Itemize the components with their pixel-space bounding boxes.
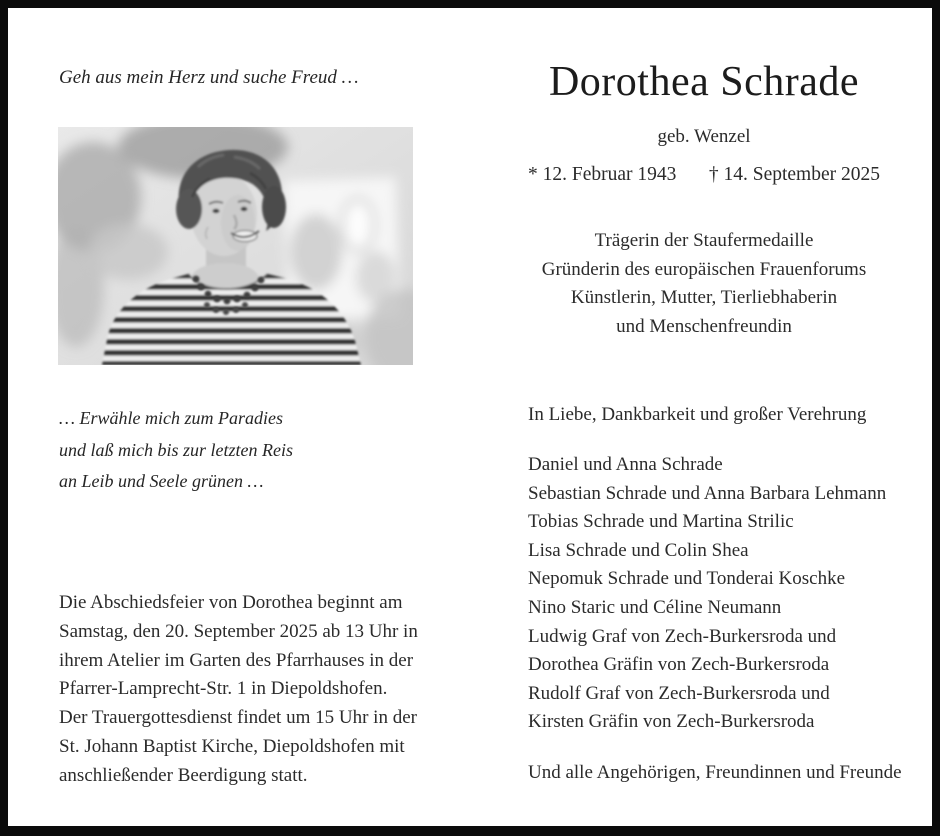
attribute-line: und Menschenfreundin (616, 315, 792, 337)
portrait-photo (58, 127, 413, 365)
mourner-row: Tobias Schrade und Martina Strilic (528, 511, 794, 533)
death-date: † 14. September 2025 (708, 164, 880, 185)
birth-date: * 12. Februar 1943 (528, 164, 677, 185)
funeral-line: Pfarrer-Lamprecht-Str. 1 in Diepoldshofen. (59, 678, 388, 700)
maiden-name: geb. Wenzel (657, 126, 751, 147)
mourner-row: Nepomuk Schrade und Tonderai Koschke (528, 568, 846, 590)
funeral-line: ihrem Atelier im Garten des Pfarrhauses in der (59, 649, 414, 671)
memorial-card (8, 8, 932, 826)
attributes (528, 227, 880, 341)
mourner-row: Rudolf Graf von Zech-Burkersroda und (528, 682, 830, 704)
attribute-line: Trägerin der Staufermedaille (594, 230, 814, 251)
attribute-line: Gründerin des europäischen Frauenforums (541, 258, 867, 280)
poem (59, 403, 293, 498)
poem-line: … Erwähle mich zum Paradies (59, 408, 283, 428)
mourner-row: Kirsten Gräfin von Zech-Burkersroda (528, 711, 815, 733)
funeral-line: St. Johann Baptist Kirche, Diepoldshofen mit (59, 735, 405, 757)
funeral-line: anschließender Beerdigung statt. (59, 764, 308, 786)
deceased-name: Dorothea Schrade (548, 59, 860, 105)
mourner-row: Lisa Schrade und Colin Shea (528, 539, 749, 561)
funeral-line: Der Trauergottesdienst findet um 15 Uhr in der (59, 707, 417, 729)
funeral-info (59, 589, 418, 791)
mourner-row: Daniel und Anna Schrade (528, 454, 723, 475)
dedication: In Liebe, Dankbarkeit und großer Verehrung (528, 404, 867, 425)
life-dates (528, 163, 880, 187)
opening-quote: Geh aus mein Herz und suche Freud … (59, 67, 359, 88)
mourners-list (528, 451, 887, 737)
mourner-row: Sebastian Schrade und Anna Barbara Lehmann (528, 482, 887, 504)
closing-line: Und alle Angehörigen, Freundinnen und Freunde (528, 762, 902, 783)
funeral-line: Samstag, den 20. September 2025 ab 13 Uhr in (59, 620, 418, 642)
attribute-line: Künstlerin, Mutter, Tierliebhaberin (570, 287, 838, 309)
funeral-line: Die Abschiedsfeier von Dorothea beginnt am (59, 592, 403, 613)
poem-line: an Leib und Seele grünen … (59, 471, 264, 491)
poem-line: und laß mich bis zur letzten Reis (59, 439, 293, 460)
mourner-row: Dorothea Gräfin von Zech-Burkersroda (528, 654, 830, 676)
portrait-photo-illustration (58, 127, 413, 365)
mourner-row: Ludwig Graf von Zech-Burkersroda und (528, 625, 837, 647)
mourner-row: Nino Staric und Céline Neumann (528, 596, 782, 618)
